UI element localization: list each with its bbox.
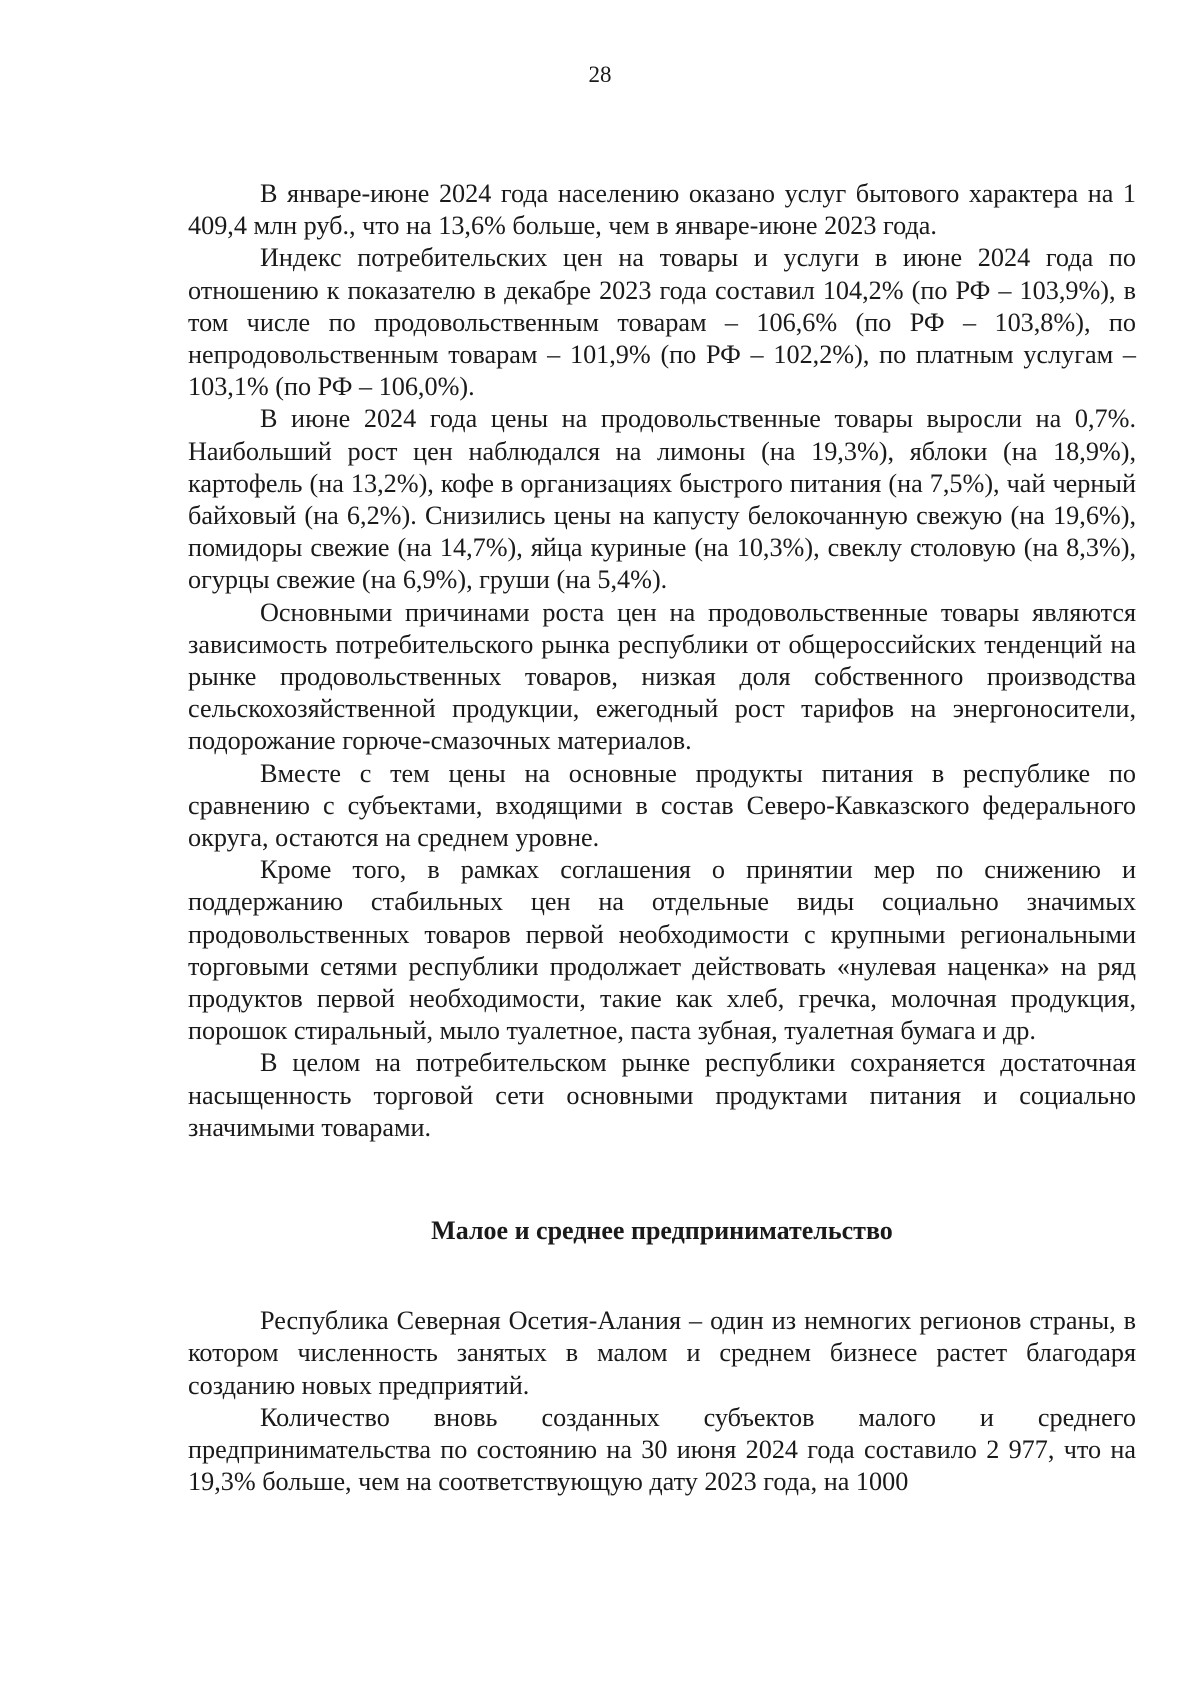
paragraph-food-prices: В июне 2024 года цены на продовольственные товары выросли на 0,7%. Наибольший рост цен наблюдался на лимоны (на 19,3%), яблоки (на 18,9%), картофель (на 13,2%), кофе в организациях быстрого питания (на 7,5%), чай черный байховый (на 6,2%). Снизились цены на капусту белокочанную свежую (на 19,6%), помидоры свежие (на 14,7%), яйца куриные (на 10,3%), свеклу столовую (на 8,3%), огурцы свежие (на 6,9%), груши (на 5,4%). — [188, 404, 1136, 595]
page-number: 28 — [588, 62, 612, 87]
paragraph-services: В январе-июне 2024 года населению оказано услуг бытового характера на 1 409,4 млн руб., что на 13,6% больше, чем в январе-июне 2023 года. — [188, 179, 1136, 241]
paragraph-sme-growth: Республика Северная Осетия-Алания – один из немногих регионов страны, в котором численность занятых в малом и среднем бизнесе растет благодаря созданию новых предприятий. — [188, 1306, 1136, 1400]
document-body — [188, 178, 1136, 1498]
paragraph-cpi: Индекс потребительских цен на товары и услуги в июне 2024 года по отношению к показателю в декабре 2023 года составил 104,2% (по РФ – 103,9%), в том числе по продовольственным товарам – 106,6% (по РФ – 103,8%), по непродовольственным товарам – 101,9% (по РФ – 102,2%), по платным услугам – 103,1% (по РФ – 106,0%). — [188, 243, 1136, 402]
paragraph-price-causes: Основными причинами роста цен на продовольственные товары являются зависимость потребительского рынка республики от общероссийских тенденций на рынке продовольственных товаров, низкая доля собственного производства сельскохозяйственной продукции, ежегодный рост тарифов на энергоносители, подорожание горюче-смазочных материалов. — [188, 597, 1136, 756]
paragraph-sme-count: Количество вновь созданных субъектов малого и среднего предпринимательства по состоянию на 30 июня 2024 года составило 2 977, что на 19,3% больше, чем на соответствующую дату 2023 года, на 1000 — [188, 1402, 1136, 1497]
paragraph-regional-comparison: Вместе с тем цены на основные продукты питания в республике по сравнению с субъектами, входящими в состав Северо-Кавказского федерального округа, остаются на среднем уровне. — [188, 758, 1136, 853]
paragraph-market-saturation: В целом на потребительском рынке республики сохраняется достаточная насыщенность торговой сети основными продуктами питания и социально значимыми товарами. — [188, 1048, 1136, 1142]
section-title: Малое и среднее предпринимательство — [431, 1216, 893, 1246]
paragraph-zero-markup: Кроме того, в рамках соглашения о принятии мер по снижению и поддержанию стабильных цен на отдельные виды социально значимых продовольственных товаров первой необходимости с крупными региональными торговыми сетями республики продолжает действовать «нулевая наценка» на ряд продуктов первой необходимости, такие как хлеб, гречка, молочная продукция, порошок стиральный, мыло туалетное, паста зубная, туалетная бумага и др. — [188, 855, 1136, 1046]
